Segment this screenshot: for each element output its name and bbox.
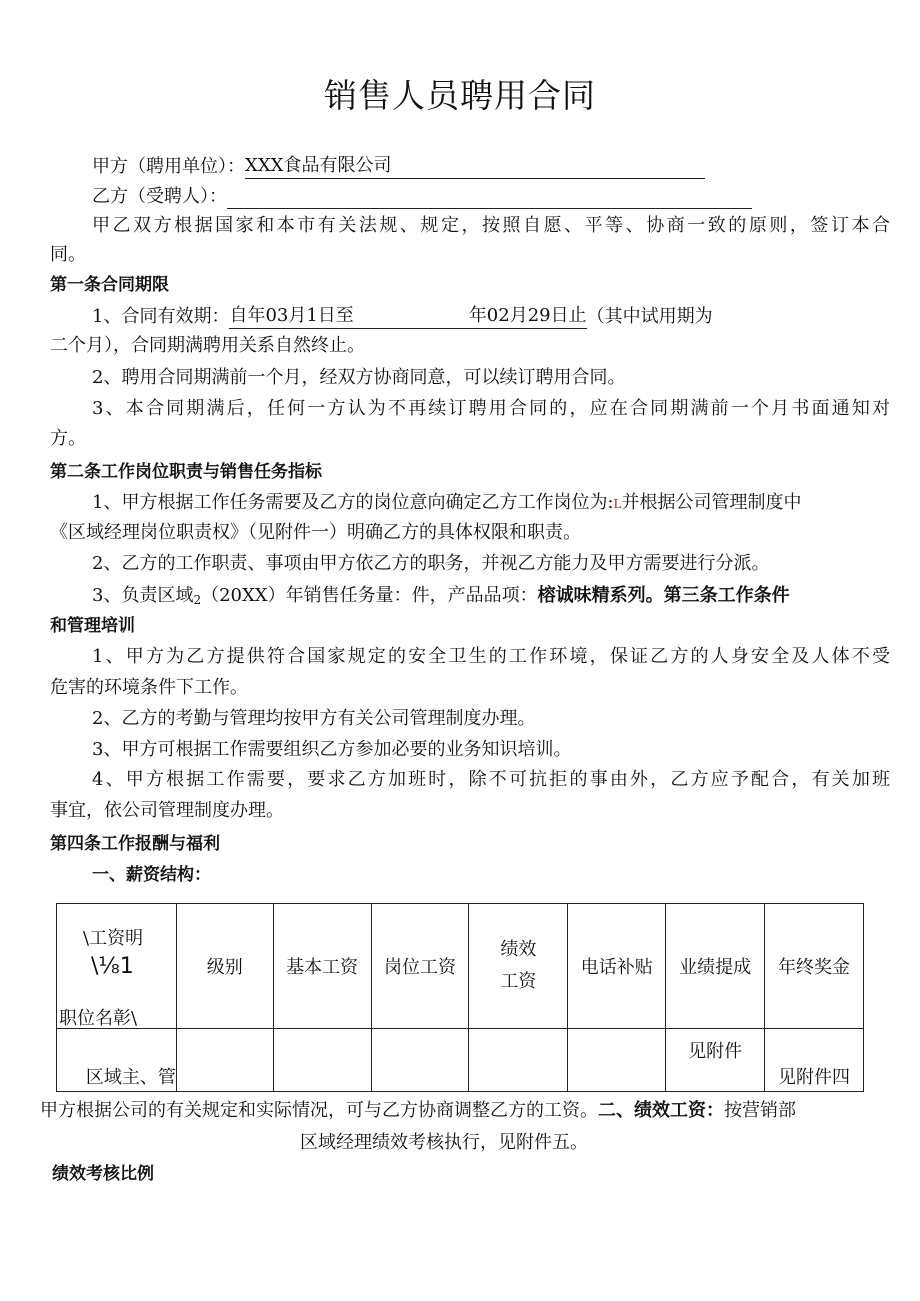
article-2-heading: 第二条工作岗位职责与销售任务指标	[50, 462, 322, 482]
row-bonus-text: 见附件四	[778, 1067, 851, 1088]
row-base-salary-cell	[273, 1029, 371, 1092]
header-performance-text-1: 绩效	[500, 939, 537, 960]
header-base-salary-text: 基本工资	[286, 957, 359, 978]
party-b-label: 乙方（受聘人）：	[92, 186, 227, 207]
article-3-p4-line-2: 事宜，依公司管理制度办理。	[50, 800, 284, 821]
header-level-text: 级别	[206, 957, 243, 978]
header-performance-salary	[469, 904, 568, 1029]
article-4-heading: 第四条工作报酬与福利	[50, 834, 220, 854]
header-year-end-bonus	[765, 904, 864, 1029]
table-row	[57, 1029, 864, 1092]
header-phone-allowance	[568, 904, 666, 1029]
article-3-p4: 4、甲方根据工作需要，要求乙方加班时，除不可抗拒的事由外，乙方应予配合，有关加班	[92, 769, 890, 790]
corner-header-cell	[57, 904, 177, 1029]
after-table-line-1	[40, 1099, 885, 1123]
article-3-p1: 1、甲方为乙方提供符合国家规定的安全卫生的工作环境，保证乙方的人身安全及人体不受	[92, 646, 890, 667]
article-1-heading: 第一条合同期限	[50, 275, 169, 295]
article-2-p3-text-a: 3、负责区域	[92, 585, 194, 606]
intro-line-1: 甲乙双方根据国家和本市有关法规、规定，按照自愿、平等、协商一致的原则，签订本合	[92, 215, 890, 236]
position-mark: L	[613, 497, 622, 511]
row-commission-cell	[666, 1029, 765, 1092]
party-b-value-field	[227, 188, 752, 209]
party-a-value-field	[245, 154, 705, 179]
performance-salary-text: 按营销部	[724, 1100, 796, 1121]
row-position-text: 区域主、管	[85, 1067, 176, 1088]
document-title: 销售人员聘用合同	[324, 76, 596, 115]
header-base-salary	[273, 904, 371, 1029]
party-a-value: XXX食品有限公司	[245, 155, 392, 176]
product-line-and-article-3: 榕诚味精系列。第三条工作条件	[537, 585, 790, 606]
article-2-p1-text-a: 1、甲方根据工作任务需要及乙方的岗位意向确定乙方工作岗位为:	[92, 492, 614, 513]
row-level-cell	[176, 1029, 273, 1092]
salary-structure-heading: 一、薪资结构：	[92, 865, 211, 885]
article-2-p3-sub: 2	[193, 593, 202, 607]
article-2-p3	[92, 584, 890, 612]
salary-table	[56, 903, 864, 1092]
row-phone-allowance-cell	[568, 1029, 666, 1092]
article-2-p1	[92, 491, 890, 516]
article-3-p1-line-2: 危害的环境条件下工作。	[50, 677, 248, 698]
article-3-p2: 2、乙方的考勤与管理均按甲方有关公司管理制度办理。	[92, 708, 536, 729]
performance-ratio-heading: 绩效考核比例	[52, 1164, 154, 1184]
table-header-row	[57, 904, 864, 1029]
corner-top-text: \工资明	[83, 928, 144, 949]
term-dates-field	[229, 304, 586, 329]
article-2-p1-line-2: 《区域经理岗位职责权》（见附件一）明确乙方的具体权限和职责。	[50, 522, 581, 543]
article-3-p3: 3、甲方可根据工作需要组织乙方参加必要的业务知识培训。	[92, 739, 572, 760]
probation-text: （其中试用期为	[586, 306, 713, 327]
performance-salary-heading: 二、绩效工资：	[598, 1100, 724, 1121]
article-1-p1-line-2: 二个月），合同期满聘用关系自然终止。	[50, 335, 365, 356]
article-2-p2: 2、乙方的工作职责、事项由甲方依乙方的职务，并视乙方能力及甲方需要进行分派。	[92, 553, 770, 574]
row-position-salary-cell	[371, 1029, 469, 1092]
term-from: 自年03月1日至	[229, 305, 354, 326]
header-phone-allowance-text: 电话补贴	[580, 957, 653, 978]
after-table-line-2: 区域经理绩效考核执行，见附件五。	[300, 1132, 588, 1153]
party-a-label: 甲方（聘用单位）：	[92, 156, 245, 177]
article-2-p1-text-b: 并根据公司管理制度中	[621, 492, 802, 513]
corner-mid-text: \⅛1	[91, 954, 134, 979]
article-1-p2: 2、聘用合同期满前一个月，经双方协商同意，可以续订聘用合同。	[92, 367, 626, 388]
term-label: 1、合同有效期：	[92, 306, 230, 327]
salary-adjust-text: 甲方根据公司的有关规定和实际情况，可与乙方协商调整乙方的工资。	[40, 1100, 598, 1121]
party-a-line	[92, 154, 890, 179]
row-performance-cell	[469, 1029, 568, 1092]
article-1-p3-line-2: 方。	[50, 428, 86, 449]
corner-bottom-text: 职位名彰\	[59, 1008, 138, 1029]
header-position-salary-text: 岗位工资	[384, 957, 457, 978]
article-1-p3: 3、本合同期满后，任何一方认为不再续订聘用合同的，应在合同期满前一个月书面通知对	[92, 398, 890, 419]
header-commission	[666, 904, 765, 1029]
party-b-line	[92, 185, 890, 209]
article-3-heading-cont: 和管理培训	[50, 616, 135, 636]
header-level	[176, 904, 273, 1029]
article-1-p1	[92, 304, 890, 329]
header-year-end-bonus-text: 年终奖金	[778, 957, 851, 978]
header-position-salary	[371, 904, 469, 1029]
article-2-p3-text-b: （20XX）年销售任务量：件，产品品项：	[201, 585, 538, 606]
term-to: 年02月29日止	[468, 305, 587, 326]
header-commission-text: 业绩提成	[679, 957, 752, 978]
row-bonus-cell	[765, 1029, 864, 1092]
row-position-cell	[57, 1029, 177, 1092]
header-performance-text-2: 工资	[500, 971, 537, 992]
intro-line-2: 同。	[50, 244, 86, 265]
row-commission-text: 见附件	[688, 1041, 743, 1062]
